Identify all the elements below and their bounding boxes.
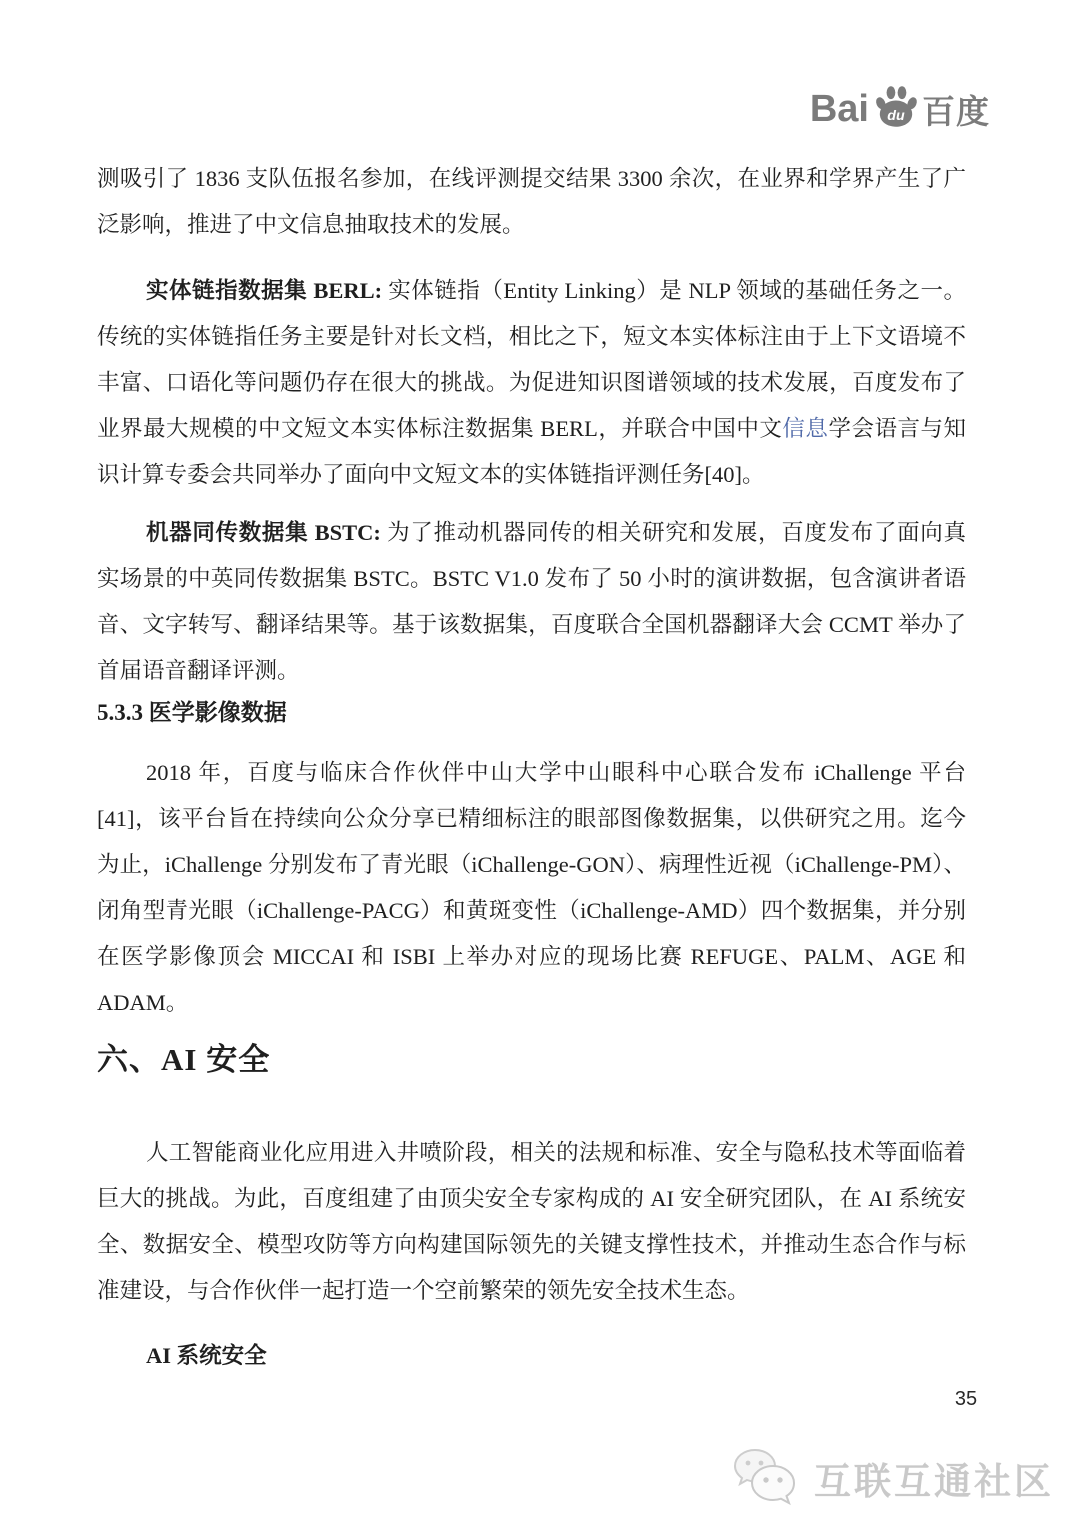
document-content [97, 0, 966, 1370]
wechat-icon [730, 1448, 800, 1508]
berl-body-text-a: 实体链指（Entity Linking）是 NLP 领域的基础任务之一。传统的实体链指任务主要是针对长文档，相比之下，短文本实体标注由于上下文语境不丰富、口语化等问题仍存在很大的挑战。为促进知识图谱领域的技术发展，百度发布了业界最大规模的中文短文本实体标注数据集 BERL，并联合中国中文 [97, 278, 966, 441]
baidu-logo-cn-text: 百度 [922, 92, 990, 130]
paragraph-bstc-dataset [97, 510, 966, 694]
paragraph-ai-safety-intro: 人工智能商业化应用进入井喷阶段，相关的法规和标准、安全与隐私技术等面临着巨大的挑战。为此，百度组建了由顶尖安全专家构成的 AI 安全研究团队，在 AI 系统安全、数据安全、模型攻防等方向构建国际领先的关键支撑性技术，并推动生态合作与标准建设，与合作伙伴一起打造一个空前繁荣的领先安全技术生态。 [97, 1140, 966, 1303]
berl-body-text-b: 学会语言与知识计算专委会共同举办了面向中文短文本的实体链指评测任务[40]。 [97, 416, 966, 487]
baidu-logo-bai-text: Bai [809, 87, 869, 130]
watermark-text: 互联互通社区 [814, 1462, 1054, 1503]
section-heading-medical-imaging: 5.3.3 医学影像数据 [97, 700, 287, 725]
subheading-ai-system-safety: AI 系统安全 [146, 1343, 267, 1368]
paragraph-berl-dataset [97, 268, 966, 498]
bstc-lead-bold: 机器同传数据集 BSTC: [146, 520, 388, 545]
paragraph-evaluation-results: 测吸引了 1836 支队伍报名参加，在线评测提交结果 3300 余次，在业界和学界产生了广泛影响，推进了中文信息抽取技术的发展。 [97, 166, 966, 237]
page-number: 35 [954, 1388, 978, 1410]
chapter-heading-ai-safety: 六、AI 安全 [97, 1042, 271, 1077]
watermark [730, 1448, 1054, 1508]
paragraph-ichallenge: 2018 年，百度与临床合作伙伴中山大学中山眼科中心联合发布 iChallenge 平台[41]，该平台旨在持续向公众分享已精细标注的眼部图像数据集，以供研究之用。迄今为止，iChallenge 分别发布了青光眼（iChallenge-GON）、病理性近视（iChallenge-PM）、闭角型青光眼（iChallenge-PACG）和黄斑变性（iChallenge-AMD）四个数据集，并分别在医学影像顶会 MICCAI 和 ISBI 上举办对应的现场比赛 REFUGE、PALM、AGE 和 ADAM。 [97, 760, 966, 1015]
berl-highlight-text: 信息 [782, 416, 829, 441]
baidu-logo-du-text: du [887, 107, 905, 124]
berl-lead-bold: 实体链指数据集 BERL: [146, 278, 389, 303]
bstc-body-text: 为了推动机器同传的相关研究和发展，百度发布了面向真实场景的中英同传数据集 BSTC。BSTC V1.0 发布了 50 小时的演讲数据，包含演讲者语音、文字转写、翻译结果等。基于该数据集，百度联合全国机器翻译大会 CCMT 举办了首届语音翻译评测。 [97, 520, 966, 683]
